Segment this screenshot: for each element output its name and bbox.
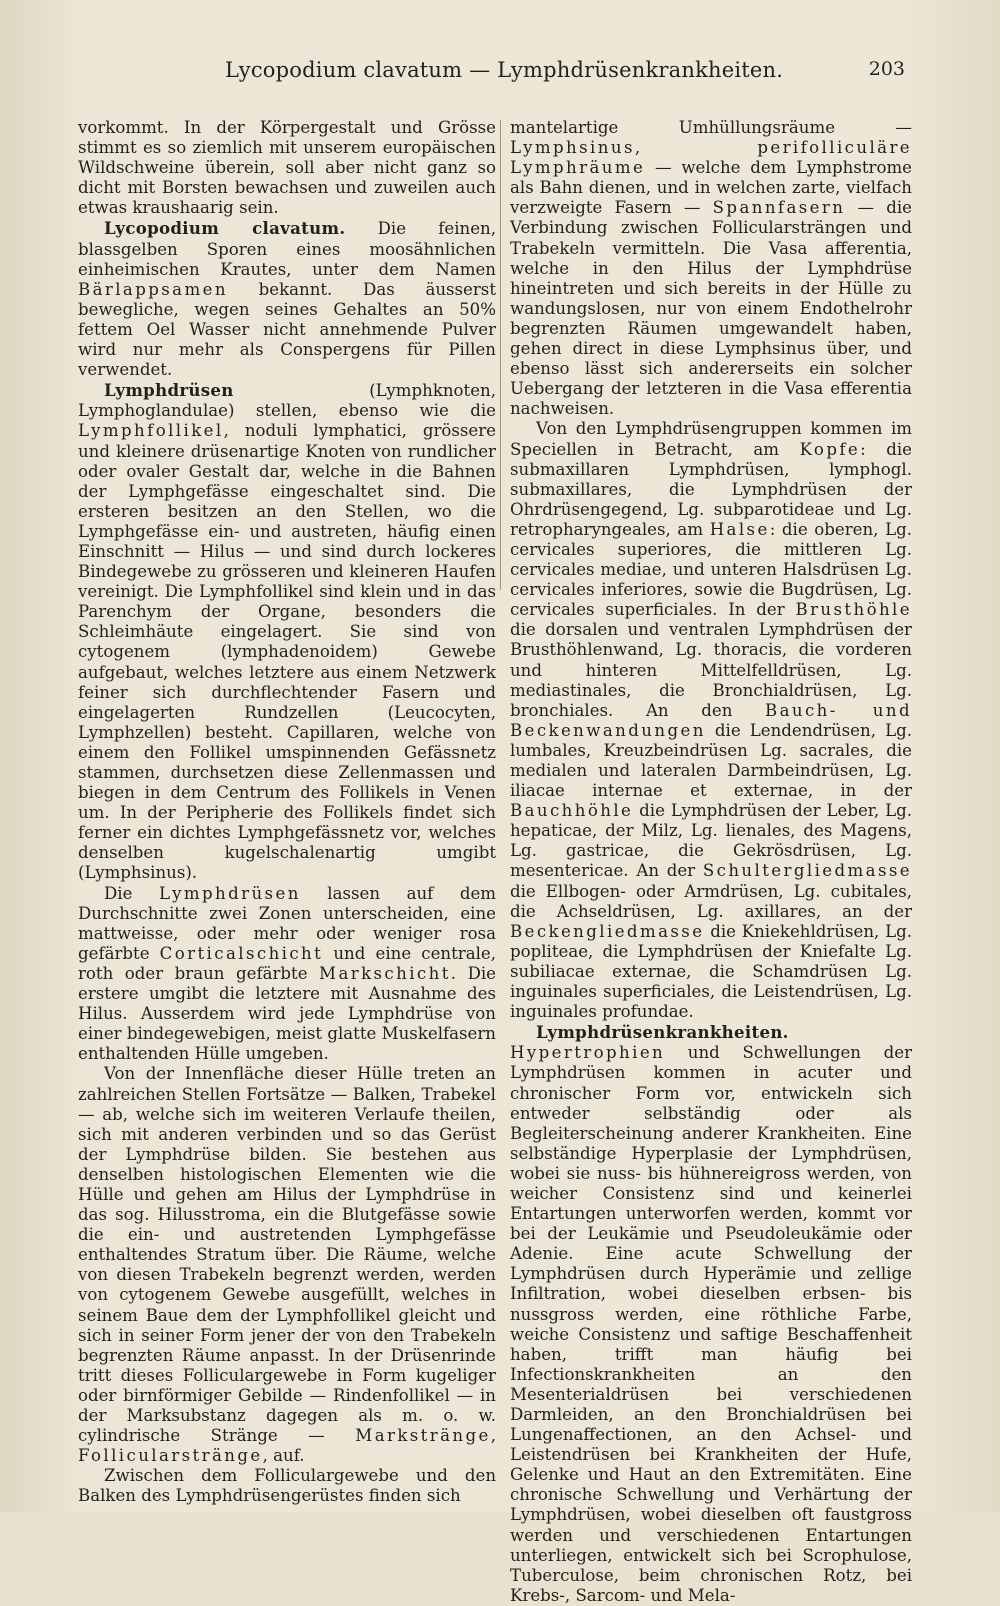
spaced-term: Follicularstränge	[78, 1446, 263, 1466]
spaced-term: Brusthöhle	[795, 600, 912, 620]
text-run: die Lendendrüsen, Lg. lumbales, Kreuzbeindrüsen Lg. sacrales, die medialen und lateralen Darmbeindrüsen, Lg. iliacae internae et externae, in der	[510, 720, 912, 801]
text-run: : die submaxillaren Lymphdrüsen, lymphogl. submaxillares, die Lymphdrüsen der Ohrdrüsengegend, Lg. subparotideae und Lg. retropharyngeales, am	[510, 439, 912, 539]
entry-lymphdruesen	[78, 380, 496, 883]
paragraph-continuation: vorkommt. In der Körpergestalt und Grösse stimmt es so ziemlich mit unserem europäischen Wildschweine überein, soll aber nicht ganz so dicht mit Borsten bewachsen und zuweilen auch etwas kraushaarig sein.	[78, 118, 496, 218]
spaced-term: Lymphsinus	[510, 138, 635, 158]
spaced-term: Kopfe	[799, 439, 861, 459]
running-title: Lycopodium clavatum — Lymphdrüsenkrankheiten.	[225, 58, 784, 82]
column-divider	[500, 120, 501, 590]
spaced-term: Hypertrophien	[510, 1043, 666, 1063]
text-run: ,	[490, 1426, 496, 1446]
text-run: , auf.	[262, 1446, 305, 1466]
spaced-term: Bauch- und Beckenwandungen	[510, 700, 912, 740]
entry-lycopodium	[78, 218, 496, 380]
paragraph	[510, 419, 912, 1022]
text-run: — welche dem Lymphstrome als Bahn dienen, und in welchen zarte, vielfach verzweigte Fasern —	[510, 158, 912, 218]
left-column	[78, 118, 497, 1506]
text-run: lassen auf dem Durchschnitte zwei Zonen unterscheiden, eine mattweisse, oder mehr oder weniger rosa gefärbte	[78, 883, 496, 963]
right-column	[510, 118, 912, 1605]
text-run: die Kniekehldrüsen, Lg. popliteae, die Lymphdrüsen der Kniefalte Lg. subiliacae externae, die Schamdrüsen Lg. inguinales superficiales, die Leistendrüsen, Lg. inguinales profundae.	[510, 921, 912, 1022]
entry-text: , noduli lymphatici, grössere und kleinere drüsenartige Knoten von rundlicher oder ovaler Gestalt dar, welche in die Bahnen der Lymphgefässe eingeschaltet sind. Die ersteren besitzen an den Stellen, wo die Lymphgefässe ein- und austreten, häufig einen Einschnitt — Hilus — und sind durch lockeres Bindegewebe zu grösseren und kleineren Haufen vereinigt. Die Lymphfollikel sind klein und in das Parenchym der Organe, besonders die Schleimhäute eingelagert. Sie sind von cytogenem (lymphadenoidem) Gewebe aufgebaut, welches letztere aus einem Netzwerk feiner sich durchflechtender Fasern und eingelagerten Rundzellen (Leucocyten, Lymphzellen) besteht. Capillaren, welche von einem den Follikel umspinnenden Gefässnetz stammen, durchsetzen diese Zellenmassen und biegen in dem Centrum des Follikels in Venen um. In der Peripherie des Follikels findet sich ferner ein dichtes Lymphgefässnetz vor, welches denselben kugelschalenartig umgibt (Lymphsinus).	[78, 421, 496, 883]
entry-term: Lycopodium clavatum.	[104, 218, 346, 239]
entry-term: Lymphdrüsenkrankheiten.	[536, 1022, 789, 1043]
text-run: Von der Innenfläche dieser Hülle treten an zahlreichen Stellen Fortsätze — Balken, Trabekel — ab, welche sich im weiteren Verlaufe theilen, sich mit anderen verbinden und so das Gerüst der Lymphdrüse bilden. Sie bestehen aus denselben histologischen Elementen wie die Hülle und gehen am Hilus der Lymphdrüse in das sog. Hilusstroma, ein die Blutgefässe sowie die ein- und austretenden Lymphgefässe enthaltendes Stratum über. Die Räume, welche von diesen Trabekeln begrenzt werden, werden von cytogenem Gewebe ausgefüllt, welches in seinem Baue dem der Lymphfollikel gleicht und sich in seiner Form jener der von den Trabekeln begrenzten Räume anpasst. In der Drüsenrinde tritt dieses Folliculargewebe in Form kugeliger oder birnförmiger Gebilde — Rindenfollikel — in der Marksubstanz dagegen als m. o. w. cylindrische Stränge —	[78, 1064, 496, 1446]
page-number: 203	[868, 58, 905, 80]
text-run: die Lymphdrüsen der Leber, Lg. hepaticae, der Milz, Lg. lienales, des Magens, Lg. gastricae, die Gekrösdrüsen, Lg. mesentericae. An der	[510, 801, 912, 881]
text-run: Die	[104, 883, 159, 903]
text-run: — die Verbindung zwischen Follicularsträngen und Trabekeln vermitteln. Die Vasa afferentia, welche in den Hilus der Lymphdrüse hineintreten und sich bereits in der Hülle zu wandungslosen, nur von einem Endothelrohr begrenzten Räumen umgewandelt haben, gehen direct in diese Lymphsinus über, und ebenso lässt sich andererseits ein solcher Uebergang der letzteren in die Vasa efferentia nachweisen.	[510, 198, 912, 419]
spaced-term: Markschicht	[319, 963, 451, 983]
spaced-term: Spannfasern	[712, 198, 846, 218]
page-header	[0, 58, 1000, 94]
paragraph-continuation	[510, 118, 912, 419]
text-run: . Die erstere umgibt die letztere mit Ausnahme des Hilus. Ausserdem wird jede Lymphdrüse von einer bindegewebigen, meist glatte Muskelfasern enthaltenden Hülle umgeben.	[78, 963, 496, 1064]
spaced-term: Bärlappsamen	[78, 279, 228, 299]
spaced-term: Beckengliedmasse	[510, 921, 705, 941]
spaced-term: Lymphdrüsen	[158, 883, 301, 903]
text-run: die dorsalen und ventralen Lymphdrüsen der Brusthöhlenwand, Lg. thoracis, die vorderen und hinteren Mittelfelldrüsen, Lg. mediastinales, die Bronchialdrüsen, Lg. bronchiales. An den	[510, 620, 912, 720]
entry-lymphdruesenkrankheiten	[510, 1022, 912, 1606]
text-run: : die oberen, Lg. cervicales superiores, die mittleren Lg. cervicales mediae, und unteren Halsdrüsen Lg. cervicales inferiores, sowie die Bugdrüsen, Lg. cervicales superficiales. In der	[510, 519, 912, 620]
paragraph	[78, 884, 496, 1065]
entry-text: und Schwellungen der Lymphdrüsen kommen in acuter und chronischer Form vor, entwickeln sich entweder selbständig oder als Begleiterscheinung anderer Krankheiten. Eine selbständige Hyperplasie der Lymphdrüsen, wobei sie nuss- bis hühnereigross werden, von weicher Consistenz sind und keinerlei Entartungen unterworfen werden, kommt vor bei der Leukämie und Pseudoleukämie oder Adenie. Eine acute Schwellung der Lymphdrüsen durch Hyperämie und zellige Infiltration, wobei dieselben erbsen- bis nussgross werden, eine röthliche Farbe, weiche Consistenz und saftige Beschaffenheit haben, trifft man häufig bei Infectionskrankheiten an den Mesenterialdrüsen bei verschiedenen Darmleiden, an den Bronchialdrüsen bei Lungenaffectionen, an den Achsel- und Leistendrüsen bei Krankheiten der Hufe, Gelenke und Haut an den Extremitäten. Eine chronische Schwellung und Verhärtung der Lymphdrüsen, wobei dieselben oft faustgross werden und verschiedenen Entartungen unterliegen, entwickelt sich bei Scrophulose, Tuberculose, beim chronischen Rotz, bei Krebs-, Sarcom- und Mela-	[510, 1043, 912, 1605]
spaced-term: Bauchhöhle	[510, 801, 634, 821]
text-run: und eine centrale, roth oder braun gefärbte	[78, 943, 496, 983]
paragraph: Zwischen dem Folliculargewebe und den Balken des Lymphdrüsengerüstes finden sich	[78, 1466, 496, 1506]
spaced-term: Schultergliedmasse	[702, 861, 912, 881]
paragraph	[78, 1064, 496, 1466]
spaced-term: Corticalschicht	[159, 943, 324, 963]
spaced-term: Halse	[709, 519, 770, 539]
text-run: ,	[634, 138, 758, 158]
entry-text: bekannt. Das äusserst bewegliche, wegen seines Gehaltes an 50% fettem Oel Wasser nicht annehmende Pulver wird nur mehr als Conspergens für Pillen verwendet.	[78, 279, 496, 380]
entry-text: (Lymphknoten, Lymphoglandulae) stellen, ebenso wie die	[78, 381, 496, 421]
text-run: mantelartige Umhüllungsräume —	[510, 118, 912, 137]
spaced-term: Markstränge	[355, 1426, 491, 1446]
entry-text: Die feinen, blassgelben Sporen eines moosähnlichen einheimischen Krautes, unter dem Namen	[78, 219, 497, 279]
entry-term: Lymphdrüsen	[104, 380, 234, 401]
spaced-term: perifolliculäre Lymphräume	[510, 138, 912, 178]
spaced-term: Lymphfollikel	[78, 421, 224, 441]
text-run: die Ellbogen- oder Armdrüsen, Lg. cubitales, die Achseldrüsen, Lg. axillares, an der	[510, 881, 912, 921]
text-run: Von den Lymphdrüsengruppen kommen im Speciellen in Betracht, am	[510, 419, 912, 459]
